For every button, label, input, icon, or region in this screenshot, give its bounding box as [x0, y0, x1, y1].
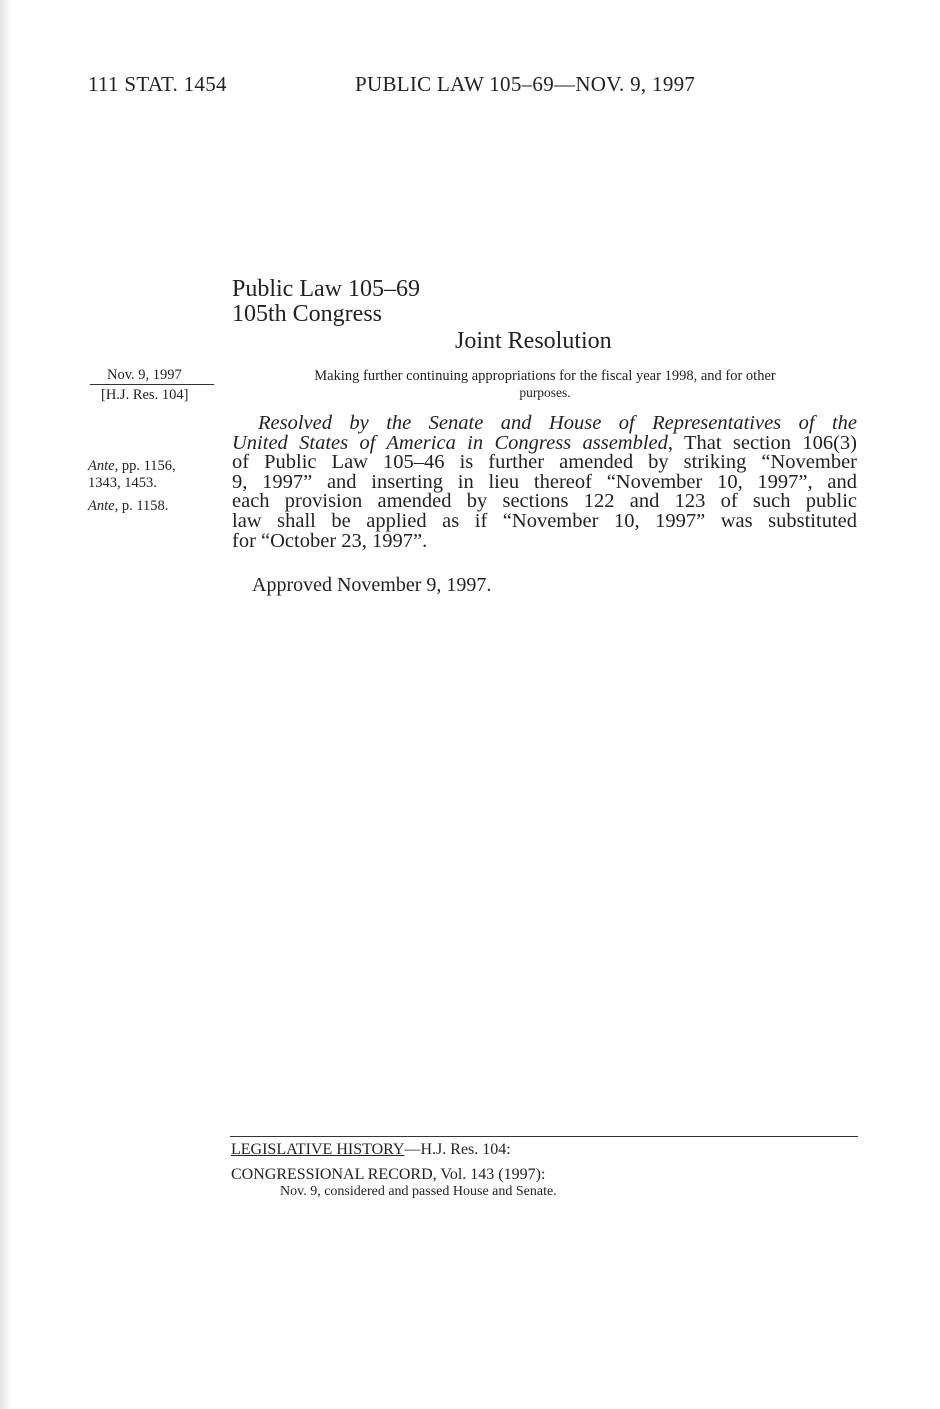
footer-rule	[230, 1136, 858, 1137]
legislative-history-label: LEGISLATIVE HISTORY	[231, 1141, 405, 1158]
legislative-history	[231, 1141, 511, 1159]
congress: 105th Congress	[232, 301, 382, 327]
running-title: PUBLIC LAW 105–69—NOV. 9, 1997	[355, 72, 696, 96]
margin-note-1-pages: pp. 1156,	[118, 458, 176, 474]
margin-bill: [H.J. Res. 104]	[101, 387, 189, 403]
margin-note-2-page: p. 1158.	[118, 498, 169, 514]
subtitle-line-1: Making further continuing appropriations for the fiscal year 1998, and for other	[314, 368, 776, 384]
margin-note-1-ante: Ante,	[88, 458, 119, 474]
margin-date: Nov. 9, 1997	[107, 367, 182, 383]
body-line: for “October 23, 1997”.	[232, 529, 428, 552]
stat-page-number: 111 STAT. 1454	[88, 72, 227, 96]
body-text: , That section 106(3)	[667, 431, 857, 454]
resolution-body	[232, 414, 857, 551]
margin-note-1	[88, 458, 176, 475]
body-line: 9, 1997” and inserting in lieu thereof “November 10, 1997”, and	[232, 470, 857, 493]
legislative-history-bill: —H.J. Res. 104:	[404, 1141, 511, 1158]
body-line: each provision amended by sections 122 and 123 of such public	[232, 490, 857, 513]
resolution-type: Joint Resolution	[455, 328, 612, 354]
margin-note-2	[88, 498, 168, 515]
body-line: of Public Law 105–46 is further amended by striking “November	[232, 451, 857, 474]
margin-note-2-ante: Ante,	[88, 498, 119, 514]
margin-note-1-cont: 1343, 1453.	[88, 475, 157, 491]
history-action: Nov. 9, considered and passed House and Senate.	[280, 1184, 557, 1199]
subtitle-line-2: purposes.	[519, 385, 571, 400]
enacting-clause: Resolved by the Senate and House of Representatives of the	[258, 412, 857, 434]
approval-date: Approved November 9, 1997.	[252, 574, 492, 596]
page-edge-shadow	[0, 0, 12, 1409]
congressional-record: CONGRESSIONAL RECORD, Vol. 143 (1997):	[231, 1166, 546, 1183]
margin-rule	[90, 384, 214, 385]
law-number: Public Law 105–69	[232, 276, 420, 302]
body-line: law shall be applied as if “November 10, 1997” was substituted	[232, 509, 857, 532]
enacting-clause-cont: United States of America in Congress assembled	[232, 431, 668, 454]
